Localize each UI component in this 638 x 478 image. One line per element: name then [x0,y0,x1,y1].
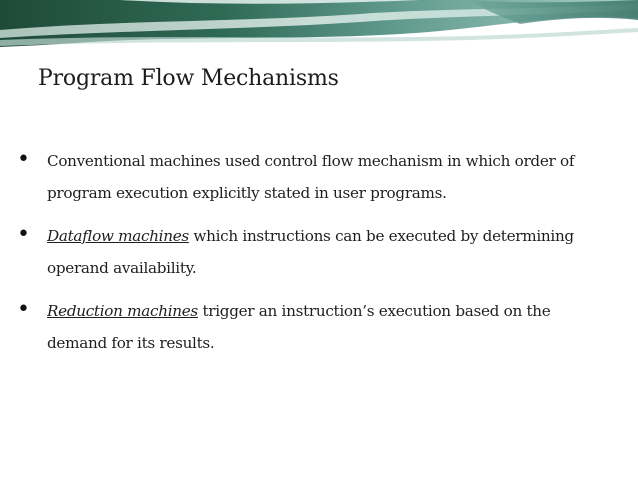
bullet-dataflow-machines [0,220,638,284]
bullet-dot-icon: • [17,222,30,247]
bullet-line-2: demand for its results. [47,334,215,352]
bullet-line-1 [47,295,614,327]
bullet-dot-icon: • [17,147,30,172]
term-dataflow-machines: Dataflow machines [47,227,189,245]
bullet-list [0,145,638,370]
bullet-text: Conventional machines used control flow mechanism in which order of [47,152,575,170]
bullet-dot-icon: • [17,297,30,322]
bullet-conventional-machines [0,145,638,209]
bullet-text: trigger an instruction’s execution based on the [197,302,551,320]
header-wave-decoration [0,0,638,48]
slide-title: Program Flow Mechanisms [38,66,339,91]
bullet-text: which instructions can be executed by determining [188,227,574,245]
bullet-reduction-machines [0,295,638,359]
bullet-line-2: program execution explicitly stated in user programs. [47,184,447,202]
bullet-line-1 [47,145,614,177]
bullet-line-1 [47,220,614,252]
term-reduction-machines: Reduction machines [47,302,198,320]
bullet-line-2: operand availability. [47,259,197,277]
